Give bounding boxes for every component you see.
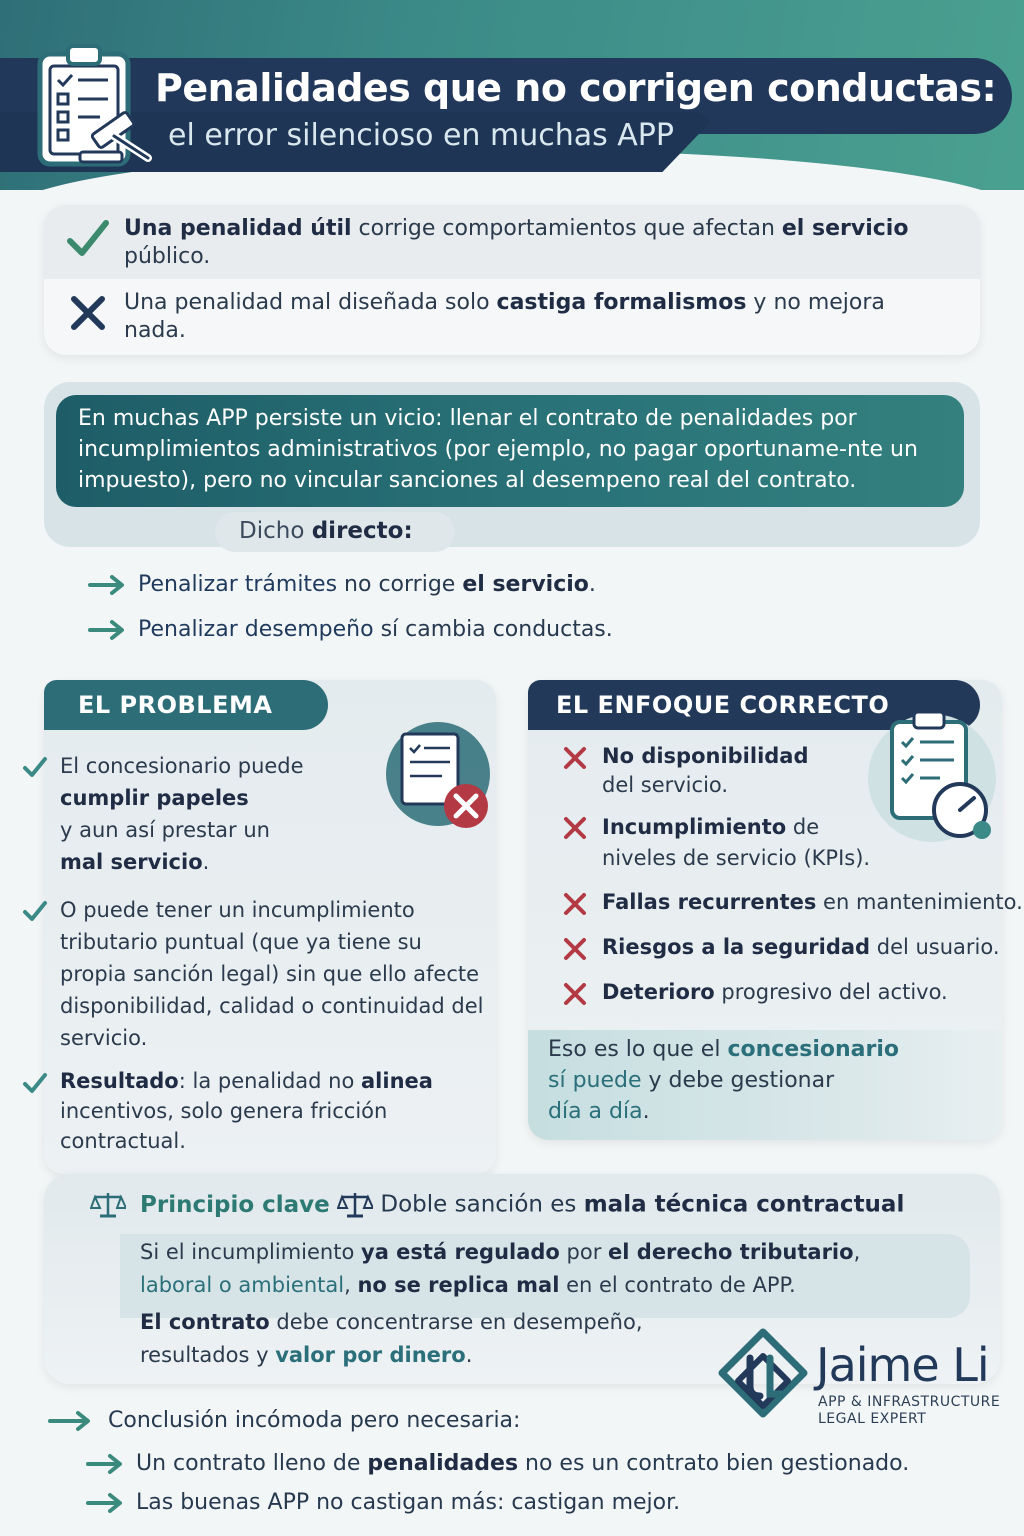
problem-item-3	[22, 1066, 492, 1156]
approach-item-3-text: en mantenimiento.	[816, 890, 1023, 914]
problem-item-1-p3: .	[202, 850, 210, 874]
saying-2-a: Penalizar desempeño	[138, 617, 374, 642]
saying-2-b: sí cambia conductas.	[373, 617, 613, 642]
saying-1	[88, 572, 596, 597]
pl1-p3: ,	[853, 1240, 861, 1264]
principle-label: Principio clave	[140, 1191, 330, 1218]
pl2-p1: ,	[344, 1273, 358, 1297]
approach-note-t1: concesionario	[727, 1037, 899, 1062]
approach-item-3	[562, 888, 1023, 917]
checkmark-icon	[64, 215, 112, 263]
approach-item-5	[562, 978, 1012, 1007]
approach-note-t3: día a día	[548, 1099, 643, 1124]
problem-item-2-body: O puede tener un incumplimiento tributario puntual (que ya tiene su propia sanción legal) sin que ello afecte disponibilidad, calidad o continuidad del servicio.	[60, 898, 484, 1050]
x-mark-icon	[562, 981, 588, 1007]
problem-item-3-b1: Resultado	[60, 1069, 179, 1093]
approach-item-5-bold: Deterioro	[602, 980, 715, 1004]
jl-logo-icon	[718, 1328, 808, 1438]
pl2-p2: en el contrato de APP.	[559, 1273, 796, 1297]
arrow-right-icon	[86, 1452, 128, 1476]
principle-line-2	[140, 1269, 970, 1302]
problem-item-1	[22, 750, 362, 878]
principle-title-p1: Doble sanción es	[380, 1191, 584, 1218]
vice-text-rest: llenar el contrato de penalidades por incumplimientos administrativos (por ejemplo, no pagar oportuname-nte un impuesto), pero no vincular sanciones al desempeno real del contrato.	[78, 406, 918, 493]
problem-item-3-b2: alinea	[361, 1069, 433, 1093]
pl2-b1: no se replica mal	[357, 1273, 560, 1297]
approach-heading: EL ENFOQUE CORRECTO	[528, 680, 980, 730]
brand-tagline	[818, 1394, 1000, 1428]
check-icon	[22, 1070, 48, 1096]
bad-penalty-bold: castiga formalismos	[496, 290, 747, 315]
x-mark-icon	[562, 815, 588, 841]
saying-2	[88, 617, 613, 642]
bad-penalty-text: Una penalidad mal diseñada solo	[124, 290, 497, 315]
conclusion-title-text: Conclusión incómoda pero necesaria:	[108, 1408, 521, 1433]
problem-item-3-p1: : la penalidad no	[178, 1069, 361, 1093]
problem-heading: EL PROBLEMA	[44, 680, 328, 730]
problem-item-1-b1: cumplir papeles	[60, 786, 249, 810]
page-title: Penalidades que no corrigen conductas:	[155, 66, 997, 110]
pl3-b1: El contrato	[140, 1310, 270, 1334]
rejected-document-icon	[380, 720, 500, 830]
approach-item-5-text: progresivo del activo.	[714, 980, 948, 1004]
saying-1-a: Penalizar trámites	[138, 572, 338, 597]
x-mark-icon	[562, 936, 588, 962]
approach-item-1-text: del servicio.	[602, 773, 729, 797]
approach-item-4	[562, 933, 1012, 962]
pl1-p2: por	[559, 1240, 609, 1264]
scale-icon	[337, 1190, 373, 1220]
approach-item-4-text: del usuario.	[870, 935, 1000, 959]
principle-heading	[90, 1190, 904, 1220]
bad-penalty-row	[44, 279, 980, 355]
brand-tagline-1: APP & INFRASTRUCTURE	[818, 1394, 1001, 1410]
conclusion-line-1	[86, 1451, 909, 1476]
x-mark-icon	[562, 891, 588, 917]
principle-line-3	[140, 1306, 970, 1339]
bad-penalty-text-2: y no mejora nada.	[124, 290, 885, 343]
good-penalty-row	[44, 205, 980, 273]
pl1-b1: ya está regulado	[361, 1240, 560, 1264]
problem-item-2	[22, 894, 492, 1054]
approach-note	[548, 1034, 968, 1127]
pl4-t1: valor por dinero	[275, 1343, 466, 1367]
principle-title-bold: mala técnica contractual	[583, 1191, 905, 1218]
approach-item-2-text: de niveles de servicio (KPIs).	[602, 815, 871, 870]
approach-item-3-bold: Fallas recurrentes	[602, 890, 817, 914]
problem-item-1-p1: El concesionario puede	[60, 754, 304, 778]
problem-item-1-text	[22, 750, 362, 878]
pl4-p1: resultados y	[140, 1343, 276, 1367]
approach-note-p1: Eso es lo que el	[548, 1037, 728, 1062]
approach-item-4-bold: Riesgos a la seguridad	[602, 935, 871, 959]
cross-icon	[64, 289, 112, 337]
approach-item-1	[562, 742, 822, 800]
dicho-text: Dicho	[239, 518, 305, 544]
brand-name: Jaime Li	[816, 1338, 989, 1392]
pl4-p2: .	[465, 1343, 473, 1367]
arrow-right-icon	[48, 1409, 96, 1433]
approach-item-2-bold: Incumplimiento	[602, 815, 787, 839]
problem-item-1-p2: y aun así prestar un	[60, 818, 270, 842]
problem-item-2-text	[22, 894, 492, 1054]
scale-icon	[90, 1190, 126, 1220]
dicho-bold: directo:	[311, 518, 413, 544]
clipboard-gavel-icon	[30, 40, 160, 170]
penalty-comparison	[44, 205, 980, 355]
check-icon	[22, 754, 48, 780]
page-subtitle: el error silencioso en muchas APP	[168, 118, 674, 153]
problem-item-1-b2: mal servicio	[60, 850, 203, 874]
conclusion-1-p1: Un contrato lleno de	[136, 1451, 368, 1476]
arrow-right-icon	[86, 1491, 128, 1515]
conclusion-2-text: Las buenas APP no castigan más: castigan mejor.	[136, 1490, 681, 1515]
vice-text	[78, 403, 958, 496]
saying-1-d: .	[588, 572, 596, 597]
good-penalty-text: corrige comportamientos que afectan	[351, 216, 782, 241]
principle-line-1	[140, 1236, 970, 1269]
dicho-label	[215, 512, 455, 552]
good-penalty-bold-2: el servicio	[781, 216, 909, 241]
brand-tagline-2: LEGAL EXPERT	[818, 1411, 927, 1427]
approach-note-p2: y debe gestionar	[641, 1068, 835, 1093]
conclusion-title	[48, 1408, 520, 1433]
check-icon	[22, 898, 48, 924]
pl2-t1: laboral o ambiental	[140, 1273, 345, 1297]
conclusion-line-2	[86, 1490, 680, 1515]
saying-1-c: el servicio	[462, 572, 589, 597]
pl1-b2: el derecho tributario	[608, 1240, 854, 1264]
pl1-p1: Si el incumplimiento	[140, 1240, 362, 1264]
arrow-right-icon	[88, 618, 130, 642]
approach-note-t2: sí puede	[548, 1068, 642, 1093]
vice-text-start: En muchas APP persiste un vicio:	[78, 406, 443, 431]
approach-note-p3: .	[642, 1099, 650, 1124]
x-mark-icon	[562, 745, 588, 771]
problem-item-3-p2: incentivos, solo genera fricción contractual.	[60, 1099, 388, 1153]
approach-item-2	[562, 812, 892, 874]
arrow-right-icon	[88, 573, 130, 597]
problem-item-3-text	[22, 1066, 492, 1156]
saying-1-b: no corrige	[337, 572, 463, 597]
good-penalty-bold: Una penalidad útil	[124, 216, 352, 241]
good-penalty-text-2: público.	[124, 244, 211, 269]
conclusion-1-b1: penalidades	[367, 1451, 519, 1476]
conclusion-1-p2: no es un contrato bien gestionado.	[518, 1451, 910, 1476]
approach-item-1-bold: No disponibilidad	[602, 744, 809, 768]
pl3-p1: debe concentrarse en desempeño,	[269, 1310, 643, 1334]
